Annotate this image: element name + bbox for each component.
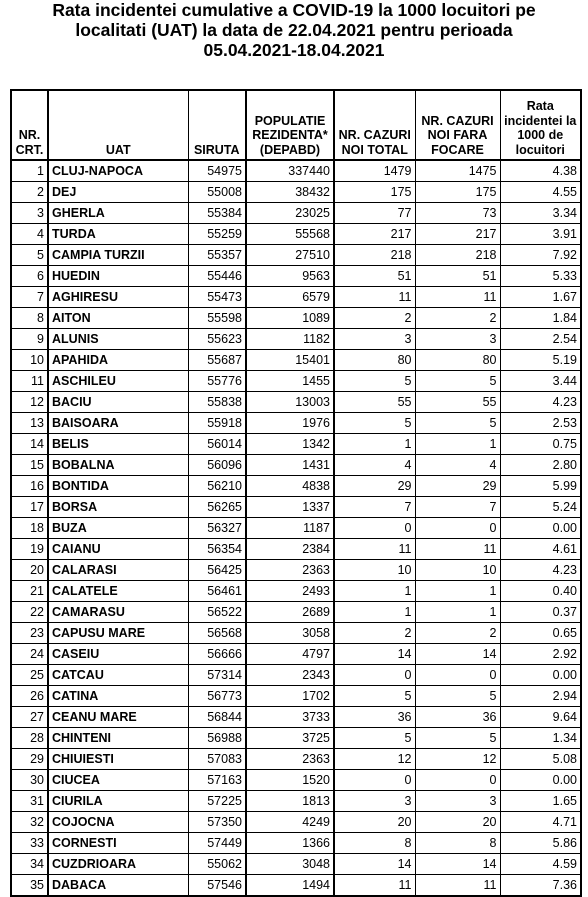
cell-siruta: 56844 [188, 707, 246, 728]
cell-rata: 4.61 [500, 539, 581, 560]
table-row [11, 833, 581, 854]
cell-siruta: 55623 [188, 329, 246, 350]
cell-uat: APAHIDA [48, 350, 188, 371]
cell-uat: CAMARASU [48, 602, 188, 623]
cell-populatie: 1089 [246, 308, 334, 329]
cell-uat: ASCHILEU [48, 371, 188, 392]
cell-uat: DEJ [48, 182, 188, 203]
table-row [11, 770, 581, 791]
cell-nr: 2 [11, 182, 48, 203]
cell-siruta: 55008 [188, 182, 246, 203]
table-row [11, 875, 581, 897]
table-row [11, 518, 581, 539]
cell-uat: DABACA [48, 875, 188, 897]
cell-rata: 4.71 [500, 812, 581, 833]
cell-cazuri-fara-focare: 12 [415, 749, 500, 770]
cell-cazuri-fara-focare: 11 [415, 287, 500, 308]
cell-populatie: 13003 [246, 392, 334, 413]
cell-cazuri-total: 217 [334, 224, 415, 245]
cell-uat: GHERLA [48, 203, 188, 224]
cell-cazuri-fara-focare: 0 [415, 518, 500, 539]
cell-uat: CORNESTI [48, 833, 188, 854]
cell-cazuri-fara-focare: 3 [415, 329, 500, 350]
cell-cazuri-fara-focare: 11 [415, 539, 500, 560]
cell-cazuri-fara-focare: 1 [415, 434, 500, 455]
cell-cazuri-fara-focare: 217 [415, 224, 500, 245]
table-body [11, 160, 581, 896]
cell-siruta: 55446 [188, 266, 246, 287]
cell-siruta: 55473 [188, 287, 246, 308]
table-row [11, 434, 581, 455]
cell-rata: 4.55 [500, 182, 581, 203]
cell-uat: CHINTENI [48, 728, 188, 749]
cell-populatie: 4797 [246, 644, 334, 665]
cell-uat: CIUCEA [48, 770, 188, 791]
cell-populatie: 4838 [246, 476, 334, 497]
table-row [11, 224, 581, 245]
cell-siruta: 56014 [188, 434, 246, 455]
cell-siruta: 56461 [188, 581, 246, 602]
cell-cazuri-total: 11 [334, 539, 415, 560]
cell-siruta: 57225 [188, 791, 246, 812]
cell-cazuri-fara-focare: 80 [415, 350, 500, 371]
cell-populatie: 1702 [246, 686, 334, 707]
cell-cazuri-fara-focare: 11 [415, 875, 500, 897]
table-row [11, 371, 581, 392]
table-row [11, 266, 581, 287]
cell-populatie: 38432 [246, 182, 334, 203]
cell-cazuri-fara-focare: 20 [415, 812, 500, 833]
cell-nr: 24 [11, 644, 48, 665]
cell-populatie: 1182 [246, 329, 334, 350]
cell-rata: 5.19 [500, 350, 581, 371]
cell-nr: 25 [11, 665, 48, 686]
cell-uat: CASEIU [48, 644, 188, 665]
cell-uat: CIURILA [48, 791, 188, 812]
cell-cazuri-fara-focare: 4 [415, 455, 500, 476]
cell-siruta: 57163 [188, 770, 246, 791]
cell-rata: 1.65 [500, 791, 581, 812]
cell-cazuri-total: 3 [334, 791, 415, 812]
cell-cazuri-fara-focare: 29 [415, 476, 500, 497]
cell-rata: 7.36 [500, 875, 581, 897]
cell-nr: 32 [11, 812, 48, 833]
cell-populatie: 3733 [246, 707, 334, 728]
cell-cazuri-total: 5 [334, 371, 415, 392]
cell-uat: CLUJ-NAPOCA [48, 160, 188, 182]
cell-uat: CALARASI [48, 560, 188, 581]
cell-nr: 15 [11, 455, 48, 476]
cell-populatie: 2363 [246, 560, 334, 581]
cell-cazuri-total: 1 [334, 434, 415, 455]
table-row [11, 791, 581, 812]
cell-uat: CEANU MARE [48, 707, 188, 728]
cell-rata: 9.64 [500, 707, 581, 728]
cell-siruta: 57350 [188, 812, 246, 833]
header-cazuri-total: NR. CAZURI NOI TOTAL [334, 90, 415, 160]
cell-uat: CATINA [48, 686, 188, 707]
cell-siruta: 56568 [188, 623, 246, 644]
cell-uat: HUEDIN [48, 266, 188, 287]
cell-uat: CAPUSU MARE [48, 623, 188, 644]
cell-cazuri-fara-focare: 175 [415, 182, 500, 203]
cell-cazuri-fara-focare: 5 [415, 371, 500, 392]
table-row [11, 644, 581, 665]
cell-nr: 5 [11, 245, 48, 266]
cell-uat: ALUNIS [48, 329, 188, 350]
cell-populatie: 1366 [246, 833, 334, 854]
cell-rata: 2.54 [500, 329, 581, 350]
table-row [11, 623, 581, 644]
cell-nr: 22 [11, 602, 48, 623]
cell-cazuri-total: 1479 [334, 160, 415, 182]
table-row [11, 308, 581, 329]
cell-rata: 5.08 [500, 749, 581, 770]
cell-nr: 31 [11, 791, 48, 812]
cell-cazuri-total: 10 [334, 560, 415, 581]
cell-populatie: 1976 [246, 413, 334, 434]
header-rata-incidentei: Rata incidentei la 1000 de locuitori [500, 90, 581, 160]
cell-rata: 0.00 [500, 518, 581, 539]
cell-siruta: 56210 [188, 476, 246, 497]
cell-siruta: 56327 [188, 518, 246, 539]
cell-rata: 1.67 [500, 287, 581, 308]
cell-siruta: 57449 [188, 833, 246, 854]
title-line-1: Rata incidentei cumulative a COVID-19 la 1000 locuitori pe [52, 0, 536, 20]
cell-rata: 4.23 [500, 560, 581, 581]
cell-populatie: 55568 [246, 224, 334, 245]
cell-siruta: 56522 [188, 602, 246, 623]
cell-siruta: 55357 [188, 245, 246, 266]
table-row [11, 581, 581, 602]
table-row [11, 476, 581, 497]
cell-rata: 7.92 [500, 245, 581, 266]
cell-populatie: 1520 [246, 770, 334, 791]
cell-uat: COJOCNA [48, 812, 188, 833]
cell-cazuri-fara-focare: 1 [415, 581, 500, 602]
cell-populatie: 1494 [246, 875, 334, 897]
cell-rata: 0.00 [500, 665, 581, 686]
cell-siruta: 56773 [188, 686, 246, 707]
table-row [11, 182, 581, 203]
table-row [11, 203, 581, 224]
table-row [11, 287, 581, 308]
cell-populatie: 23025 [246, 203, 334, 224]
cell-populatie: 1813 [246, 791, 334, 812]
cell-rata: 4.38 [500, 160, 581, 182]
cell-uat: BOBALNA [48, 455, 188, 476]
cell-populatie: 6579 [246, 287, 334, 308]
cell-cazuri-fara-focare: 55 [415, 392, 500, 413]
cell-cazuri-fara-focare: 7 [415, 497, 500, 518]
cell-uat: TURDA [48, 224, 188, 245]
cell-siruta: 56354 [188, 539, 246, 560]
cell-uat: CHIUIESTI [48, 749, 188, 770]
cell-rata: 3.44 [500, 371, 581, 392]
cell-populatie: 3725 [246, 728, 334, 749]
cell-cazuri-total: 8 [334, 833, 415, 854]
table-row [11, 560, 581, 581]
cell-cazuri-fara-focare: 8 [415, 833, 500, 854]
title-line-3: 05.04.2021-18.04.2021 [203, 40, 385, 60]
table-row [11, 350, 581, 371]
cell-cazuri-total: 12 [334, 749, 415, 770]
cell-cazuri-fara-focare: 0 [415, 665, 500, 686]
cell-cazuri-total: 29 [334, 476, 415, 497]
cell-cazuri-total: 5 [334, 413, 415, 434]
cell-populatie: 1337 [246, 497, 334, 518]
cell-cazuri-total: 2 [334, 623, 415, 644]
cell-rata: 2.80 [500, 455, 581, 476]
cell-rata: 0.37 [500, 602, 581, 623]
cell-rata: 5.99 [500, 476, 581, 497]
cell-cazuri-total: 1 [334, 581, 415, 602]
cell-siruta: 56666 [188, 644, 246, 665]
cell-rata: 5.86 [500, 833, 581, 854]
cell-cazuri-total: 20 [334, 812, 415, 833]
header-siruta: SIRUTA [188, 90, 246, 160]
cell-cazuri-total: 55 [334, 392, 415, 413]
table-row [11, 749, 581, 770]
table-header-row [11, 90, 581, 160]
cell-populatie: 1342 [246, 434, 334, 455]
cell-rata: 3.91 [500, 224, 581, 245]
cell-nr: 7 [11, 287, 48, 308]
cell-cazuri-fara-focare: 10 [415, 560, 500, 581]
header-populatie: POPULATIE REZIDENTA* (DEPABD) [246, 90, 334, 160]
cell-cazuri-fara-focare: 3 [415, 791, 500, 812]
cell-cazuri-total: 14 [334, 644, 415, 665]
table-row [11, 728, 581, 749]
cell-nr: 13 [11, 413, 48, 434]
cell-uat: CAMPIA TURZII [48, 245, 188, 266]
cell-rata: 0.75 [500, 434, 581, 455]
cell-rata: 0.65 [500, 623, 581, 644]
cell-siruta: 56265 [188, 497, 246, 518]
cell-nr: 20 [11, 560, 48, 581]
cell-populatie: 1455 [246, 371, 334, 392]
cell-cazuri-fara-focare: 5 [415, 686, 500, 707]
cell-cazuri-fara-focare: 73 [415, 203, 500, 224]
cell-cazuri-fara-focare: 1475 [415, 160, 500, 182]
cell-uat: CALATELE [48, 581, 188, 602]
incidence-table [10, 89, 582, 897]
cell-nr: 18 [11, 518, 48, 539]
header-nr-crt: NR. CRT. [11, 90, 48, 160]
cell-nr: 35 [11, 875, 48, 897]
cell-rata: 1.84 [500, 308, 581, 329]
cell-siruta: 57314 [188, 665, 246, 686]
cell-rata: 3.34 [500, 203, 581, 224]
cell-populatie: 1187 [246, 518, 334, 539]
table-row [11, 602, 581, 623]
table-row [11, 665, 581, 686]
cell-rata: 5.33 [500, 266, 581, 287]
cell-rata: 0.40 [500, 581, 581, 602]
cell-populatie: 1431 [246, 455, 334, 476]
cell-rata: 5.24 [500, 497, 581, 518]
cell-uat: BAISOARA [48, 413, 188, 434]
header-uat: UAT [48, 90, 188, 160]
cell-siruta: 56988 [188, 728, 246, 749]
cell-nr: 17 [11, 497, 48, 518]
table-row [11, 497, 581, 518]
cell-cazuri-total: 3 [334, 329, 415, 350]
header-cazuri-fara-focare: NR. CAZURI NOI FARA FOCARE [415, 90, 500, 160]
cell-rata: 2.94 [500, 686, 581, 707]
table-row [11, 686, 581, 707]
cell-uat: AITON [48, 308, 188, 329]
table-row [11, 392, 581, 413]
cell-siruta: 55259 [188, 224, 246, 245]
cell-cazuri-total: 51 [334, 266, 415, 287]
cell-cazuri-total: 14 [334, 854, 415, 875]
cell-siruta: 54975 [188, 160, 246, 182]
cell-nr: 3 [11, 203, 48, 224]
cell-siruta: 56425 [188, 560, 246, 581]
title-line-2: localitati (UAT) la data de 22.04.2021 pentru perioada [75, 20, 513, 40]
table-row [11, 329, 581, 350]
cell-cazuri-total: 0 [334, 518, 415, 539]
cell-populatie: 4249 [246, 812, 334, 833]
cell-populatie: 3048 [246, 854, 334, 875]
cell-uat: AGHIRESU [48, 287, 188, 308]
cell-nr: 30 [11, 770, 48, 791]
cell-siruta: 57546 [188, 875, 246, 897]
cell-cazuri-total: 5 [334, 728, 415, 749]
cell-siruta: 55062 [188, 854, 246, 875]
cell-cazuri-total: 175 [334, 182, 415, 203]
cell-nr: 21 [11, 581, 48, 602]
cell-cazuri-fara-focare: 0 [415, 770, 500, 791]
cell-rata: 0.00 [500, 770, 581, 791]
cell-uat: CUZDRIOARA [48, 854, 188, 875]
table-row [11, 245, 581, 266]
cell-siruta: 57083 [188, 749, 246, 770]
page-title [0, 0, 588, 60]
cell-uat: BELIS [48, 434, 188, 455]
cell-cazuri-fara-focare: 51 [415, 266, 500, 287]
cell-cazuri-total: 1 [334, 602, 415, 623]
cell-siruta: 56096 [188, 455, 246, 476]
cell-populatie: 2689 [246, 602, 334, 623]
cell-nr: 33 [11, 833, 48, 854]
cell-nr: 29 [11, 749, 48, 770]
cell-nr: 26 [11, 686, 48, 707]
cell-cazuri-total: 4 [334, 455, 415, 476]
cell-siruta: 55598 [188, 308, 246, 329]
cell-nr: 14 [11, 434, 48, 455]
cell-populatie: 2493 [246, 581, 334, 602]
cell-uat: CATCAU [48, 665, 188, 686]
cell-nr: 16 [11, 476, 48, 497]
cell-cazuri-total: 36 [334, 707, 415, 728]
table-row [11, 812, 581, 833]
cell-nr: 34 [11, 854, 48, 875]
cell-cazuri-total: 0 [334, 770, 415, 791]
cell-uat: BONTIDA [48, 476, 188, 497]
cell-siruta: 55687 [188, 350, 246, 371]
cell-nr: 9 [11, 329, 48, 350]
cell-nr: 28 [11, 728, 48, 749]
cell-nr: 6 [11, 266, 48, 287]
cell-cazuri-total: 77 [334, 203, 415, 224]
cell-populatie: 337440 [246, 160, 334, 182]
cell-rata: 2.53 [500, 413, 581, 434]
cell-cazuri-fara-focare: 1 [415, 602, 500, 623]
cell-cazuri-total: 7 [334, 497, 415, 518]
cell-populatie: 2343 [246, 665, 334, 686]
cell-rata: 1.34 [500, 728, 581, 749]
cell-populatie: 2363 [246, 749, 334, 770]
table-row [11, 455, 581, 476]
cell-nr: 23 [11, 623, 48, 644]
table-row [11, 539, 581, 560]
cell-nr: 4 [11, 224, 48, 245]
cell-cazuri-fara-focare: 5 [415, 413, 500, 434]
cell-cazuri-total: 2 [334, 308, 415, 329]
cell-nr: 12 [11, 392, 48, 413]
cell-cazuri-fara-focare: 36 [415, 707, 500, 728]
cell-uat: BUZA [48, 518, 188, 539]
cell-cazuri-fara-focare: 2 [415, 623, 500, 644]
table-row [11, 707, 581, 728]
table-row [11, 160, 581, 182]
cell-cazuri-fara-focare: 5 [415, 728, 500, 749]
cell-cazuri-total: 5 [334, 686, 415, 707]
cell-nr: 11 [11, 371, 48, 392]
cell-cazuri-fara-focare: 218 [415, 245, 500, 266]
cell-uat: BACIU [48, 392, 188, 413]
cell-populatie: 3058 [246, 623, 334, 644]
cell-cazuri-total: 11 [334, 287, 415, 308]
cell-rata: 4.59 [500, 854, 581, 875]
table-row [11, 854, 581, 875]
cell-uat: BORSA [48, 497, 188, 518]
table-row [11, 413, 581, 434]
cell-uat: CAIANU [48, 539, 188, 560]
cell-cazuri-fara-focare: 14 [415, 854, 500, 875]
cell-siruta: 55838 [188, 392, 246, 413]
cell-populatie: 27510 [246, 245, 334, 266]
cell-siruta: 55776 [188, 371, 246, 392]
cell-cazuri-total: 0 [334, 665, 415, 686]
cell-nr: 10 [11, 350, 48, 371]
cell-cazuri-total: 80 [334, 350, 415, 371]
cell-siruta: 55918 [188, 413, 246, 434]
cell-populatie: 9563 [246, 266, 334, 287]
cell-nr: 19 [11, 539, 48, 560]
cell-populatie: 15401 [246, 350, 334, 371]
cell-populatie: 2384 [246, 539, 334, 560]
cell-nr: 8 [11, 308, 48, 329]
cell-rata: 4.23 [500, 392, 581, 413]
cell-cazuri-total: 11 [334, 875, 415, 897]
cell-siruta: 55384 [188, 203, 246, 224]
cell-nr: 1 [11, 160, 48, 182]
cell-rata: 2.92 [500, 644, 581, 665]
cell-cazuri-fara-focare: 2 [415, 308, 500, 329]
cell-cazuri-fara-focare: 14 [415, 644, 500, 665]
cell-nr: 27 [11, 707, 48, 728]
cell-cazuri-total: 218 [334, 245, 415, 266]
